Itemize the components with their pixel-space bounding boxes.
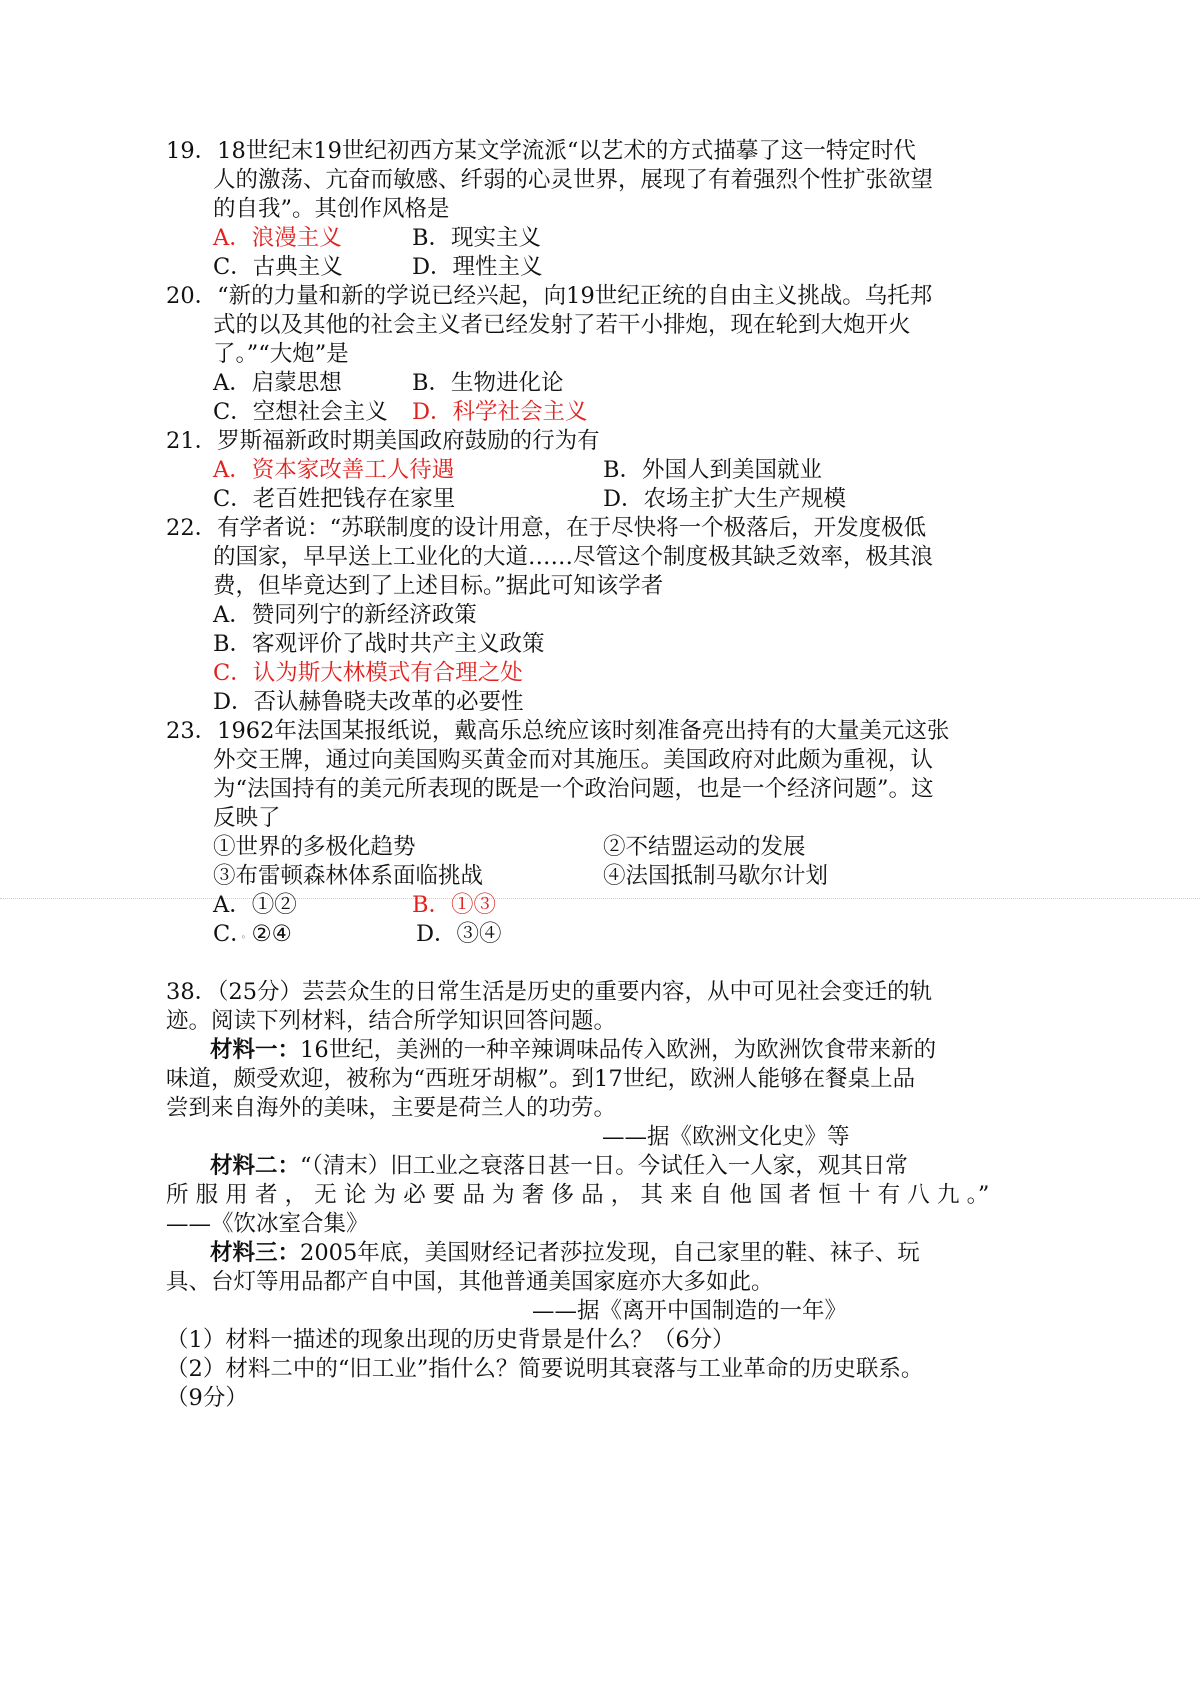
q21-stem-line1: 21．罗斯福新政时期美国政府鼓励的行为有 [166,428,600,454]
q23-option-c-dot: 。 [241,929,252,941]
q19-option-d: D．理性主义 [412,254,543,280]
q23-option-c [213,919,292,951]
q20-option-b: B．生物进化论 [412,370,564,396]
q22-stem-line3: 费，但毕竟达到了上述目标。”据此可知该学者 [213,573,664,599]
q23-item-1: ①世界的多极化趋势 [213,834,416,860]
q23-option-c-prefix: C． [213,921,242,947]
q38-material3-label: 材料三： [210,1240,301,1266]
q23-stem-line2: 外交王牌，通过向美国购买黄金而对其施压。美国政府对此颇为重视，认 [213,747,934,773]
q22-option-b: B．客观评价了战时共产主义政策 [213,631,545,657]
q23-stem-line4: 反映了 [213,805,281,831]
q22-stem-line1: 22．有学者说：“苏联制度的设计用意，在于尽快将一个极落后，开发度极低 [166,515,927,541]
q21-option-a: A．资本家改善工人待遇 [213,457,455,483]
q38-material1-source: ——据《欧洲文化史》等 [602,1124,850,1150]
q38-material3-line2: 具、台灯等用品都产自中国，其他普通美国家庭亦大多如此。 [166,1269,774,1295]
q19-stem-line1: 19．18世纪末19世纪初西方某文学流派“以艺术的方式描摹了这一特定时代 [166,138,916,164]
q38-material3-text: 2005年底，美国财经记者莎拉发现，自己家里的鞋、袜子、玩 [300,1240,920,1266]
q38-material3-source: ——据《离开中国制造的一年》 [532,1298,848,1324]
q38-subquestion-1: （1）材料一描述的现象出现的历史背景是什么？（6分） [166,1327,735,1353]
q19-option-c: C．古典主义 [213,254,343,280]
q38-material1-label: 材料一： [210,1037,301,1063]
q38-subquestion-2-line2: （9分） [166,1385,248,1411]
q20-option-c: C．空想社会主义 [213,399,388,425]
q38-material1-line2: 味道，颇受欢迎，被称为“西班牙胡椒”。到17世纪，欧洲人能够在餐桌上品 [166,1066,916,1092]
q38-stem-line2: 迹。阅读下列材料，结合所学知识回答问题。 [166,1008,617,1034]
page-fold-divider [0,898,1200,899]
q23-option-d: D．③④ [416,921,502,947]
q38-material2-label: 材料二： [210,1153,301,1179]
q20-option-d: D．科学社会主义 [412,399,588,425]
q23-item-3: ③布雷顿森林体系面临挑战 [213,863,484,889]
q20-option-a: A．启蒙思想 [213,370,342,396]
q22-option-a: A．赞同列宁的新经济政策 [213,602,477,628]
q22-option-c: C．认为斯大林模式有合理之处 [213,660,523,686]
q21-option-b: B．外国人到美国就业 [603,457,823,483]
q19-stem-line2: 人的激荡、亢奋而敏感、纤弱的心灵世界，展现了有着强烈个性扩张欲望 [213,167,934,193]
q38-subquestion-2-line1: （2）材料二中的“旧工业”指什么？简要说明其衰落与工业革命的历史联系。 [166,1356,924,1382]
q22-stem-line2: 的国家，早早送上工业化的大道……尽管这个制度极其缺乏效率，极其浪 [213,544,934,570]
q19-option-b: B．现实主义 [412,225,542,251]
q38-material2-text: “（清末）旧工业之衰落日甚一日。今试任入一人家，观其日常 [300,1153,908,1179]
q20-stem-line2: 式的以及其他的社会主义者已经发射了若干小排炮，现在轮到大炮开火 [213,312,911,338]
q23-item-4: ④法国抵制马歇尔计划 [603,863,829,889]
q22-option-d: D．否认赫鲁晓夫改革的必要性 [213,689,524,715]
q38-material2-line2: 所 服 用 者 ， 无 论 为 必 要 品 为 奢 侈 品 ， 其 来 自 他 国 者 恒 十 有 八 九 。” [166,1182,990,1208]
q23-option-c-text: ②④ [251,921,292,947]
q21-option-d: D．农场主扩大生产规模 [603,486,847,512]
q20-stem-line3: 了。”“大炮”是 [213,341,349,367]
q38-material1-line1 [210,1035,936,1066]
q23-item-2: ②不结盟运动的发展 [603,834,806,860]
q38-material3-line1 [210,1238,920,1269]
q21-option-c: C．老百姓把钱存在家里 [213,486,456,512]
q23-option-a: A．①② [213,892,297,918]
q38-material1-line3: 尝到来自海外的美味，主要是荷兰人的功劳。 [166,1095,617,1121]
q38-stem-line1: 38．（25分）芸芸众生的日常生活是历史的重要内容，从中可见社会变迁的轨 [166,979,933,1005]
q38-material2-line1 [210,1151,908,1182]
q38-material2-source: ——《饮冰室合集》 [166,1211,369,1237]
q23-stem-line3: 为“法国持有的美元所表现的既是一个政治问题，也是一个经济问题”。这 [213,776,934,802]
q19-stem-line3: 的自我”。其创作风格是 [213,196,450,222]
q38-material1-text: 16世纪，美洲的一种辛辣调味品传入欧洲，为欧洲饮食带来新的 [300,1037,937,1063]
q19-option-a: A．浪漫主义 [213,225,342,251]
q23-stem-line1: 23．1962年法国某报纸说，戴高乐总统应该时刻准备亮出持有的大量美元这张 [166,718,950,744]
q23-option-b: B．①③ [412,892,497,918]
q20-stem-line1: 20．“新的力量和新的学说已经兴起，向19世纪正统的自由主义挑战。乌托邦 [166,283,933,309]
